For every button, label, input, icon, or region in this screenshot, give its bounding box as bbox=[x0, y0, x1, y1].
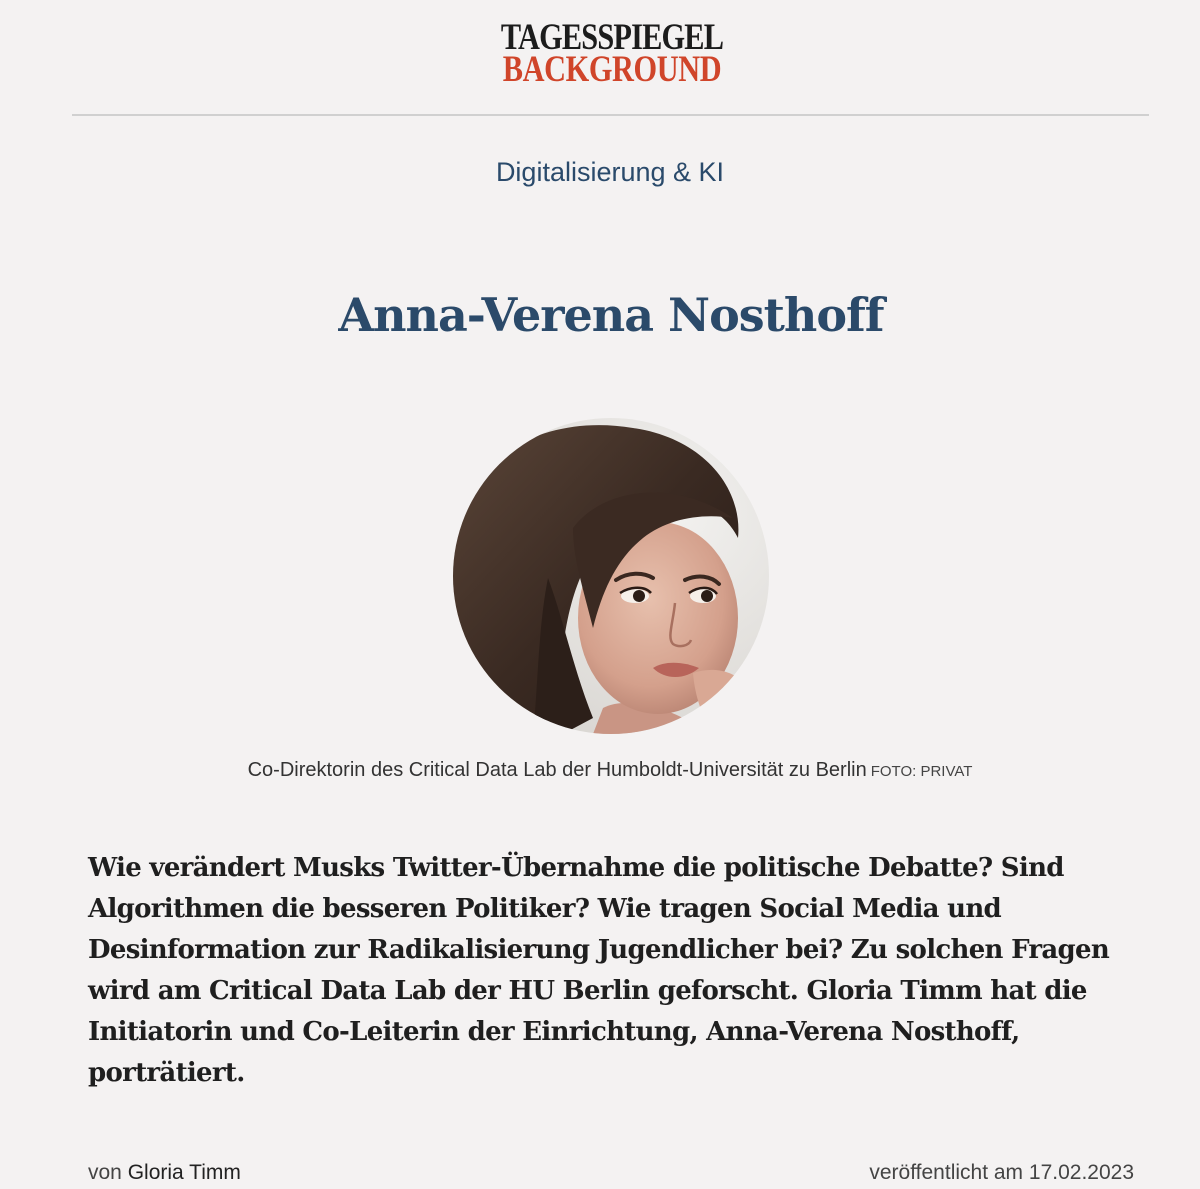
logo-wordmark-bottom: BACKGROUND bbox=[502, 49, 722, 90]
published-date: 17.02.2023 bbox=[1028, 1161, 1134, 1184]
header-divider bbox=[72, 114, 1149, 116]
publication-logo[interactable] bbox=[110, 17, 1114, 90]
author-link[interactable]: Gloria Timm bbox=[127, 1161, 241, 1184]
publication-date bbox=[869, 1161, 1134, 1185]
published-label: veröffentlicht am bbox=[869, 1161, 1024, 1184]
page-title: Anna-Verena Nosthoff bbox=[338, 288, 884, 342]
byline bbox=[88, 1161, 241, 1185]
logo-wordmark-top: TAGESSPIEGEL bbox=[500, 17, 724, 58]
article-teaser: Wie verändert Musks Twitter-Übernahme die politische Debatte? Sind Algorithmen die besseren Politiker? Wie tragen Social Media und Desinformation zur Radikalisierung Jugendlicher bei? Zu solchen Fragen wird am Critical Data Lab der HU Berlin geforscht. Gloria Timm hat die Initiatorin und Co-Leiterin der Einrichtung, Anna-Verena Nosthoff, porträtiert. bbox=[88, 853, 1110, 1088]
section-rubric[interactable]: Digitalisierung & KI bbox=[495, 157, 725, 187]
photo-credit: FOTO: PRIVAT bbox=[870, 763, 973, 780]
photo-caption bbox=[0, 759, 1200, 782]
portrait-photo bbox=[453, 418, 769, 734]
byline-prefix: von bbox=[88, 1161, 122, 1184]
photo-caption-text: Co-Direktorin des Critical Data Lab der Humboldt-Universität zu Berlin bbox=[247, 759, 867, 781]
